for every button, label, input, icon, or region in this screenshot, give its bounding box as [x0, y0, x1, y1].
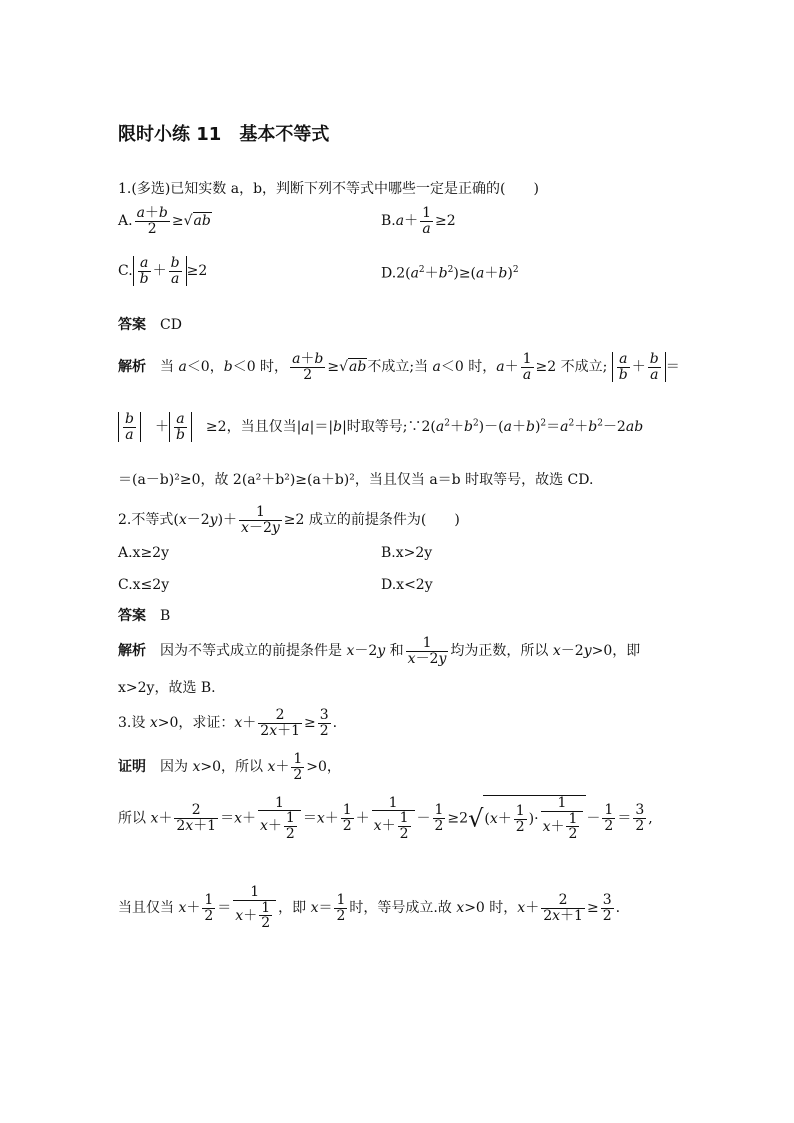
- q2-option-d: D.x<2y: [381, 577, 433, 593]
- q2-analysis-line2: x>2y，故选 B.: [118, 680, 216, 696]
- q1-option-d: $D.2(a^2+b^2)\ge(a+b)^2$: [381, 265, 519, 282]
- q1-analysis-line2: $\frac{b}{a}$ ＋ $\frac{a}{b}$ ≥2，当且仅当|a|＝|b|时取等号$;\because 2(a^2+b^2)-(a+b)^2=a^2+b^2-2ab$: [118, 412, 643, 442]
- q1-option-b: B.a＋ $\frac{1}{a}$ ≥2: [381, 205, 456, 237]
- q3-proof-line3: 当且仅当 x＋ $\frac{1}{2}$ ＝ 1 x＋ $\frac{1}{2}$ ，即 x＝ $\frac{1}{2}$ 时，等号成立.故 x>0 时，x＋ $\frac{2}{2x+1}$ ≥ $\frac{3}{2}$ .: [118, 884, 621, 932]
- page-title: 限时小练 11 基本不等式: [118, 124, 330, 145]
- q3-stem: 3.设 x>0，求证：x＋ $\frac{2}{2x+1}$ ≥ $\frac{3}{2}$ .: [118, 707, 338, 739]
- q1-option-a: A. $\frac{a+b}{2}$ ≥√ab: [118, 205, 211, 237]
- q2-answer: 答案 B: [118, 608, 171, 624]
- q1-answer: 答案 CD: [118, 317, 182, 333]
- q3-proof-line2: 所以 x＋ $\frac{2}{2x+1}$ ＝x＋ 1 x＋ $\frac{1}{2}$ ＝x＋ $\frac{1}{2}$ ＋ 1 x＋ $\frac{1}{2}$ － $\frac{1}{2}$ ≥2√(x＋ $\frac{1}{2}$ )· 1 x＋ $\frac{1}{2}$ － $\frac{1}{2}$ ＝ $\frac{3}{2}$ ,: [118, 794, 653, 843]
- q2-stem: 2.不等式(x－2y)＋ $\frac{1}{x-2y}$ ≥2 成立的前提条件为( ): [118, 504, 460, 536]
- q2-option-b: B.x>2y: [381, 545, 433, 561]
- q2-option-a: A.x≥2y: [118, 545, 170, 561]
- q1-analysis-line3: ＝(a－b)²≥0，故 2(a²＋b²)≥(a＋b)²，当且仅当 a＝b 时取等号，故选 CD.: [118, 472, 594, 488]
- q2-analysis-line1: 解析 因为不等式成立的前提条件是 x－2y 和 $\frac{1}{x-2y}$ 均为正数，所以 x－2y>0，即: [118, 635, 641, 667]
- q1-option-c: C. $\frac{a}{b}$ ＋ $\frac{b}{a}$ ≥2: [118, 255, 208, 287]
- q2-option-c: C.x≤2y: [118, 577, 170, 593]
- q3-proof-line1: 证明 因为 x>0，所以 x＋ $\frac{1}{2}$ >0，: [118, 751, 341, 783]
- q1-analysis-line1: 解析 当 a＜0，b＜0 时， $\frac{a+b}{2}$ ≥√ab不成立;当 a＜0 时，a＋ $\frac{1}{a}$ ≥2 不成立; $\frac{a}{b}$ ＋ $\frac{b}{a}$ ＝: [118, 351, 680, 383]
- q1-stem: 1.(多选)已知实数 a，b，判断下列不等式中哪些一定是正确的( ): [118, 181, 539, 197]
